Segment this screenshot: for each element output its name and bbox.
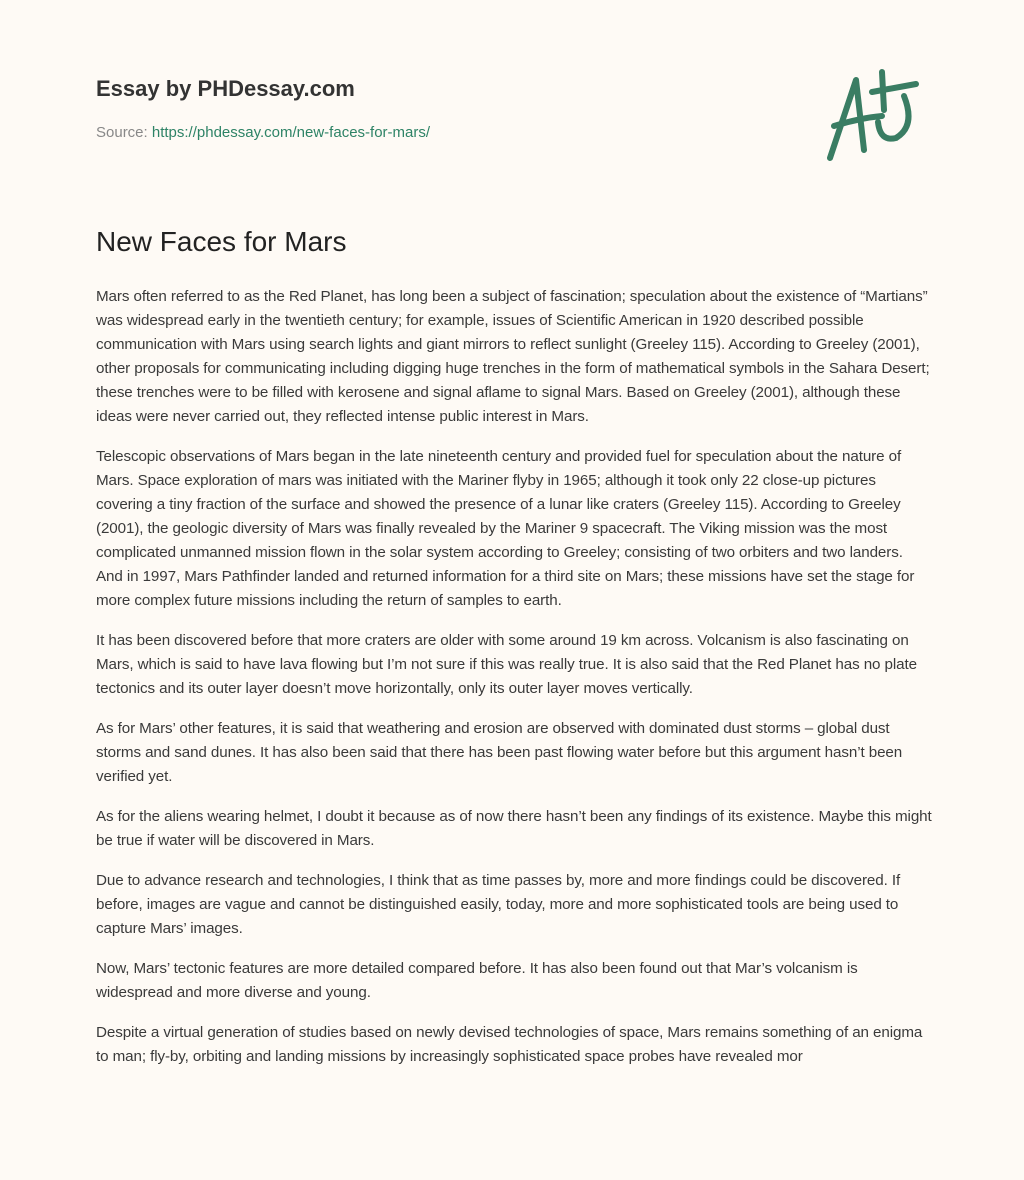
paragraph: Due to advance research and technologies, I think that as time passes by, more and more findings could be discovered. If before, images are vague and cannot be distinguished easily, today, more and more sophisticated tools are being used to capture Mars’ images.	[96, 872, 901, 937]
paragraph: As for the aliens wearing helmet, I doubt it because as of now there hasn’t been any findings of its existence. Maybe this might be true if water will be discovered in Mars.	[96, 808, 932, 849]
paragraph: As for Mars’ other features, it is said that weathering and erosion are observed with dominated dust storms – global dust storms and sand dunes. It has also been said that there has been past flowing water before but this argument hasn’t been verified yet.	[96, 720, 903, 785]
paragraph: Despite a virtual generation of studies based on newly devised technologies of space, Mars remains something of an enigma to man; fly-by, orbiting and landing missions by increasingly sophisticated space probes have revealed mor	[96, 1024, 923, 1065]
paragraph: Telescopic observations of Mars began in the late nineteenth century and provided fuel for speculation about the nature of Mars. Space exploration of mars was initiated with the Mariner flyby in 1965; although it took only 22 close-up pictures covering a tiny fraction of the surface and showed the presence of a lunar like craters (Greeley 115). According to Greeley (2001), the geologic diversity of Mars was finally revealed by the Mariner 9 spacecraft. The Viking mission was the most complicated unmanned mission flown in the solar system according to Greeley; consisting of two orbiters and two landers. And in 1997, Mars Pathfinder landed and returned information for a third site on Mars; these missions have set the stage for more complex future missions including the return of samples to earth.	[96, 448, 915, 609]
paragraph: Mars often referred to as the Red Planet, has long been a subject of fascination; speculation about the existence of “Martians” was widespread early in the twentieth century; for example, issues of Scientific American in 1920 described possible communication with Mars using search lights and giant mirrors to reflect sunlight (Greeley 115). According to Greeley (2001), other proposals for communicating including digging huge trenches in the form of mathematical symbols in the Sahara Desert; these trenches were to be filled with kerosene and signal aflame to signal Mars. Based on Greeley (2001), although these ideas were never carried out, they reflected intense public interest in Mars.	[96, 288, 930, 425]
source-link[interactable]: https://phdessay.com/new-faces-for-mars/	[151, 124, 431, 141]
source-label: Source:	[96, 124, 148, 141]
source-line	[96, 124, 430, 141]
essay-body	[96, 285, 932, 1085]
paragraph: Now, Mars’ tectonic features are more detailed compared before. It has also been found out that Mar’s volcanism is widespread and more diverse and young.	[96, 960, 858, 1001]
paragraph: It has been discovered before that more craters are older with some around 19 km across. Volcanism is also fascinating on Mars, which is said to have lava flowing but I’m not sure if this was really true. It is also said that the Red Planet has no plate tectonics and its outer layer doesn’t move horizontally, only its outer layer moves vertically.	[96, 632, 917, 697]
a-plus-logo-icon	[820, 66, 930, 166]
site-brand: Essay by PHDessay.com	[96, 76, 355, 101]
essay-title: New Faces for Mars	[96, 226, 347, 257]
